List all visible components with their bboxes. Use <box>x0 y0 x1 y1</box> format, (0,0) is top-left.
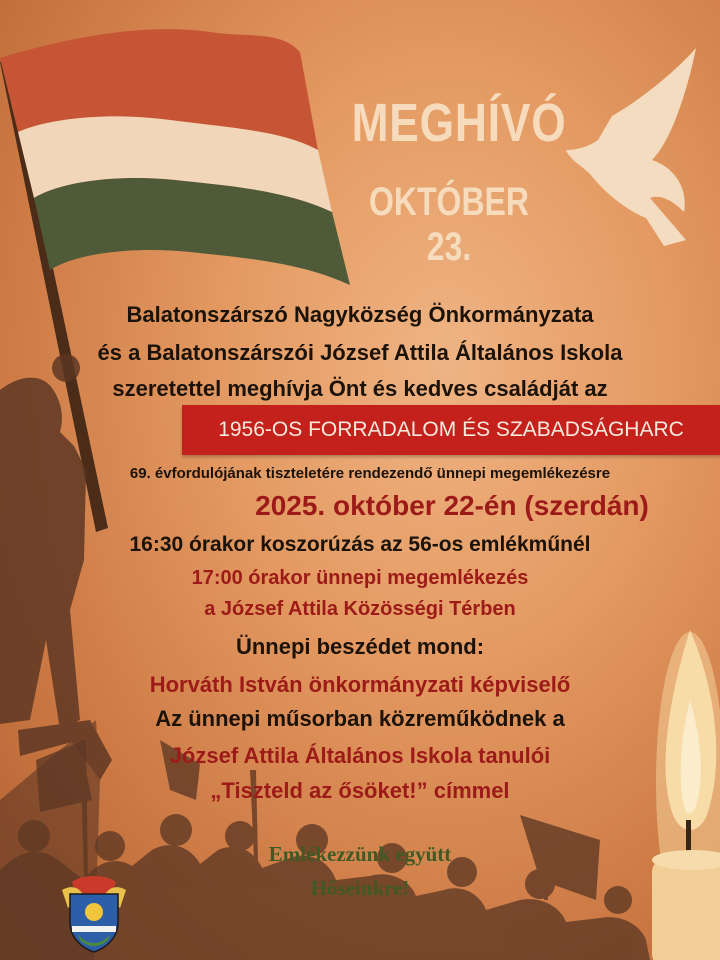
municipal-crest-icon <box>58 874 130 954</box>
event-banner <box>182 405 720 455</box>
program-label: Az ünnepi műsorban közreműködnek a <box>155 706 565 731</box>
speaker-name: Horváth István önkormányzati képviselő <box>149 672 571 697</box>
program-title: „Tiszteld az ősöket!” címmel <box>210 778 510 803</box>
event-date: 2025. október 22-én (szerdán) <box>255 490 649 521</box>
poster-title: MEGHÍVÓ <box>351 93 567 153</box>
closing-line-2: Hőseinkre! <box>310 876 410 900</box>
host-line-3: szeretettel meghívja Önt és kedves családját az <box>112 376 608 401</box>
performers: József Attila Általános Iskola tanulói <box>169 743 551 768</box>
poster-date-title: OKTÓBER 23. <box>369 180 529 269</box>
closing-line-1: Emlékezzünk együtt <box>268 842 452 866</box>
speech-label: Ünnepi beszédet mond: <box>235 634 485 659</box>
hungarian-flag-icon <box>0 29 350 285</box>
schedule-wreath: 16:30 órakor koszorúzás az 56-os emlékműnél <box>129 533 591 556</box>
host-line-1: Balatonszárszó Nagyközség Önkormányzata <box>126 302 594 327</box>
event-banner-text: 1956-OS FORRADALOM ÉS SZABADSÁGHARC <box>218 418 684 441</box>
host-line-2: és a Balatonszárszói József Attila Általános Iskola <box>97 340 623 365</box>
schedule-ceremony: 17:00 órakor ünnepi megemlékezés <box>191 567 529 589</box>
anniversary-line: 69. évfordulójának tiszteletére rendezendő ünnepi megemlékezésre <box>129 465 611 482</box>
schedule-venue: a József Attila Közösségi Térben <box>204 598 516 620</box>
dove-icon <box>566 48 696 246</box>
